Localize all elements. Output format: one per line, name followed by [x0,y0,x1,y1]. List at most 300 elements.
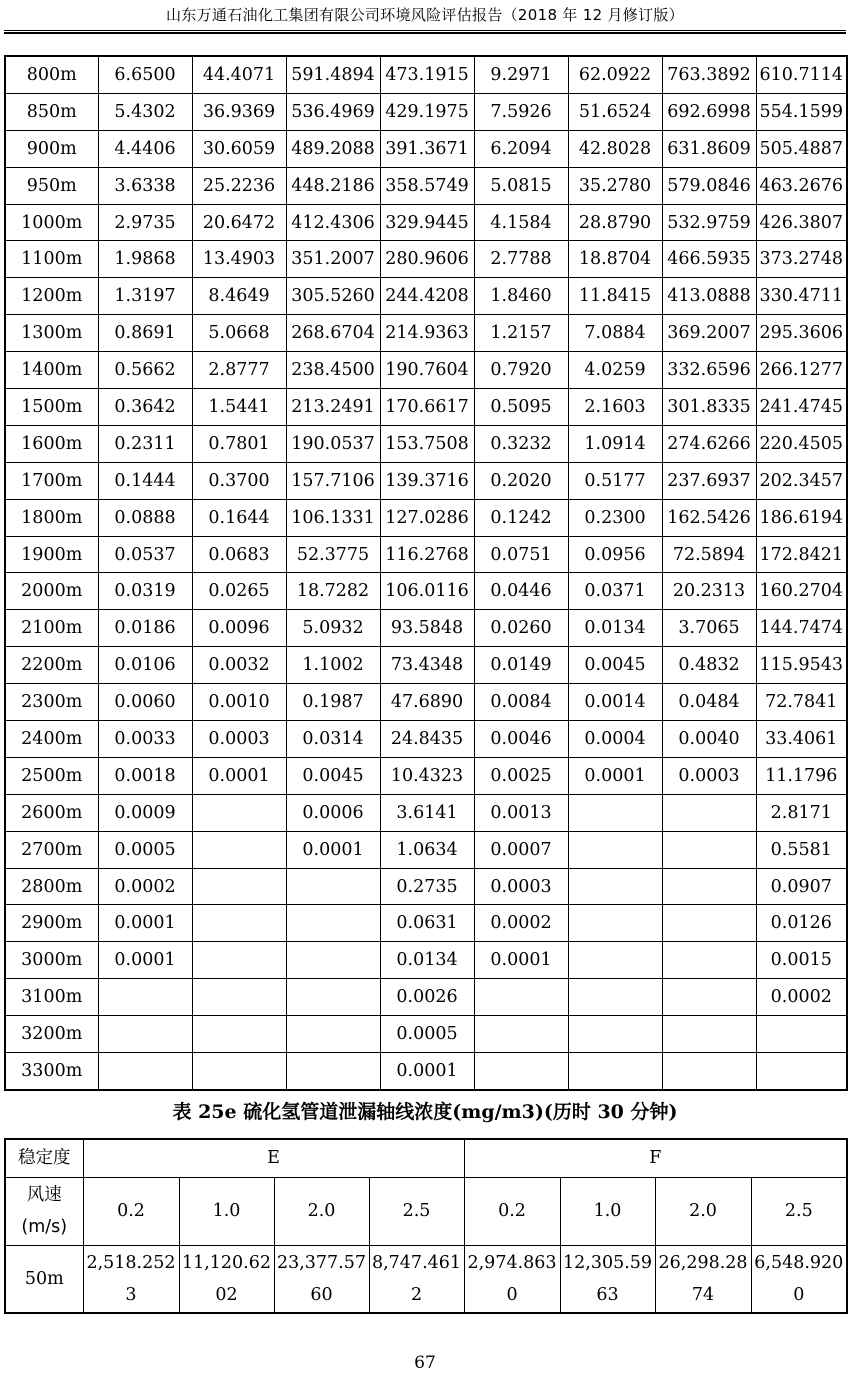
table-row [5,868,847,905]
value-cell: 1.5441 [192,389,286,426]
value-cell: 25.2236 [192,167,286,204]
distance-cell: 950m [5,167,98,204]
value-cell: 0.0014 [568,684,662,721]
table-row [5,93,847,130]
value-cell: 532.9759 [662,204,756,241]
value-cell [98,979,192,1016]
value-cell: 329.9445 [380,204,474,241]
value-cell: 0.0319 [98,573,192,610]
value-cell: 3.6141 [380,794,474,831]
page-number: 67 [414,1353,436,1373]
value-cell [474,1053,568,1090]
value-cell: 214.9363 [380,315,474,352]
table-row [5,979,847,1016]
value-cell: 0.0002 [98,868,192,905]
value-cell [662,905,756,942]
value-cell: 0.0631 [380,905,474,942]
distance-cell: 2600m [5,794,98,831]
distance-cell: 2300m [5,684,98,721]
value-cell [662,794,756,831]
value-cell: 220.4505 [756,425,847,462]
value-cell: 157.7106 [286,462,380,499]
value-cell: 0.1242 [474,499,568,536]
stability-f: F [464,1139,847,1177]
value-cell: 4.1584 [474,204,568,241]
value-cell: 373.2748 [756,241,847,278]
value-cell: 554.1599 [756,93,847,130]
value-cell: 23,377.5760 [274,1245,369,1313]
value-cell: 0.2735 [380,868,474,905]
distance-cell: 2000m [5,573,98,610]
table-row [5,794,847,831]
value-cell: 5.0932 [286,610,380,647]
distance-cell: 1000m [5,204,98,241]
value-cell: 0.3700 [192,462,286,499]
value-cell: 115.9543 [756,647,847,684]
value-cell [192,831,286,868]
value-cell: 369.2007 [662,315,756,352]
header-rule [4,30,846,34]
distance-cell: 2900m [5,905,98,942]
value-cell [756,1053,847,1090]
value-cell: 0.0484 [662,684,756,721]
value-cell: 1.8460 [474,278,568,315]
value-cell: 106.0116 [380,573,474,610]
value-cell: 20.6472 [192,204,286,241]
value-cell: 44.4071 [192,56,286,93]
wind-speed-label: 风速(m/s) [5,1177,83,1245]
value-cell: 505.4887 [756,130,847,167]
value-cell: 0.0009 [98,794,192,831]
value-cell: 0.0001 [98,905,192,942]
value-cell: 26,298.2874 [655,1245,751,1313]
distance-row-50m [5,1245,847,1313]
value-cell: 0.0026 [380,979,474,1016]
distance-cell: 3100m [5,979,98,1016]
value-cell: 51.6524 [568,93,662,130]
distance-cell: 1500m [5,389,98,426]
value-cell: 0.5177 [568,462,662,499]
distance-cell: 850m [5,93,98,130]
value-cell: 139.3716 [380,462,474,499]
value-cell: 631.8609 [662,130,756,167]
value-cell: 47.6890 [380,684,474,721]
value-cell: 6,548.9200 [751,1245,847,1313]
table1-body [5,56,847,1090]
value-cell: 0.0001 [474,942,568,979]
value-cell: 429.1975 [380,93,474,130]
value-cell: 9.2971 [474,56,568,93]
value-cell: 332.6596 [662,352,756,389]
distance-cell: 50m [5,1245,83,1313]
table-row [5,942,847,979]
value-cell [568,868,662,905]
value-cell: 0.0001 [568,757,662,794]
value-cell [474,1016,568,1053]
value-cell: 12,305.5963 [560,1245,655,1313]
value-cell [192,868,286,905]
value-cell [756,1016,847,1053]
table-row [5,278,847,315]
value-cell [286,1053,380,1090]
value-cell [192,1053,286,1090]
distance-cell: 1900m [5,536,98,573]
value-cell [568,1053,662,1090]
value-cell: 0.0260 [474,610,568,647]
value-cell [286,868,380,905]
value-cell [286,979,380,1016]
table-row [5,315,847,352]
table-row [5,167,847,204]
value-cell: 0.0888 [98,499,192,536]
value-cell: 0.0060 [98,684,192,721]
table-row [5,241,847,278]
value-cell [662,979,756,1016]
distance-cell: 2200m [5,647,98,684]
value-cell [568,1016,662,1053]
stability-header-row [5,1139,847,1177]
distance-cell: 900m [5,130,98,167]
value-cell: 591.4894 [286,56,380,93]
value-cell: 162.5426 [662,499,756,536]
value-cell: 30.6059 [192,130,286,167]
value-cell: 241.4745 [756,389,847,426]
value-cell: 763.3892 [662,56,756,93]
value-cell [98,1016,192,1053]
distance-cell: 2800m [5,868,98,905]
distance-cell: 1100m [5,241,98,278]
value-cell: 2.7788 [474,241,568,278]
value-cell: 2.9735 [98,204,192,241]
value-cell: 8.4649 [192,278,286,315]
value-cell: 0.0033 [98,721,192,758]
distance-cell: 800m [5,56,98,93]
value-cell [98,1053,192,1090]
value-cell: 0.0005 [380,1016,474,1053]
speed-cell: 0.2 [464,1177,560,1245]
distance-cell: 2400m [5,721,98,758]
value-cell: 190.7604 [380,352,474,389]
speed-cell: 2.0 [274,1177,369,1245]
value-cell: 0.0025 [474,757,568,794]
table-row [5,389,847,426]
distance-cell: 2500m [5,757,98,794]
value-cell [192,1016,286,1053]
value-cell: 0.0003 [192,721,286,758]
table-row [5,757,847,794]
value-cell: 237.6937 [662,462,756,499]
value-cell: 0.5095 [474,389,568,426]
value-cell: 610.7114 [756,56,847,93]
value-cell: 0.0001 [98,942,192,979]
value-cell: 28.8790 [568,204,662,241]
table-row [5,204,847,241]
value-cell [568,905,662,942]
value-cell: 692.6998 [662,93,756,130]
value-cell: 0.0001 [380,1053,474,1090]
speed-cell: 2.5 [369,1177,464,1245]
value-cell: 0.0010 [192,684,286,721]
value-cell [662,1053,756,1090]
value-cell: 1.2157 [474,315,568,352]
value-cell: 24.8435 [380,721,474,758]
value-cell: 0.3642 [98,389,192,426]
value-cell: 11.8415 [568,278,662,315]
table-row [5,1016,847,1053]
value-cell: 2,518.2523 [83,1245,179,1313]
distance-cell: 3200m [5,1016,98,1053]
value-cell: 4.4406 [98,130,192,167]
value-cell [662,942,756,979]
distance-cell: 1200m [5,278,98,315]
value-cell: 2.1603 [568,389,662,426]
distance-cell: 1800m [5,499,98,536]
value-cell: 20.2313 [662,573,756,610]
value-cell: 473.1915 [380,56,474,93]
value-cell: 213.2491 [286,389,380,426]
value-cell: 536.4969 [286,93,380,130]
value-cell [568,942,662,979]
value-cell: 0.5581 [756,831,847,868]
value-cell: 0.0003 [662,757,756,794]
value-cell: 0.0007 [474,831,568,868]
table-row [5,352,847,389]
value-cell [662,831,756,868]
value-cell: 11,120.6202 [179,1245,274,1313]
table-row [5,610,847,647]
speed-cell: 1.0 [560,1177,655,1245]
value-cell: 0.4832 [662,647,756,684]
value-cell: 466.5935 [662,241,756,278]
value-cell: 106.1331 [286,499,380,536]
distance-cell: 1400m [5,352,98,389]
value-cell: 0.3232 [474,425,568,462]
value-cell: 3.7065 [662,610,756,647]
value-cell: 170.6617 [380,389,474,426]
value-cell: 391.3671 [380,130,474,167]
value-cell: 0.0265 [192,573,286,610]
value-cell: 0.0003 [474,868,568,905]
value-cell: 0.7920 [474,352,568,389]
value-cell [474,979,568,1016]
value-cell: 0.0001 [192,757,286,794]
value-cell: 18.8704 [568,241,662,278]
value-cell: 93.5848 [380,610,474,647]
value-cell: 0.0683 [192,536,286,573]
table-row [5,831,847,868]
value-cell: 274.6266 [662,425,756,462]
distance-cell: 2700m [5,831,98,868]
value-cell: 5.0815 [474,167,568,204]
table-row [5,905,847,942]
value-cell: 579.0846 [662,167,756,204]
value-cell: 0.5662 [98,352,192,389]
value-cell: 116.2768 [380,536,474,573]
value-cell: 0.0314 [286,721,380,758]
concentration-table-continued [4,55,848,1091]
value-cell: 42.8028 [568,130,662,167]
table-row [5,684,847,721]
value-cell: 0.2300 [568,499,662,536]
value-cell: 2.8171 [756,794,847,831]
h2s-pipeline-leak-table [4,1138,848,1314]
value-cell [286,942,380,979]
value-cell [192,905,286,942]
value-cell: 358.5749 [380,167,474,204]
wind-speed-row [5,1177,847,1245]
value-cell: 0.0149 [474,647,568,684]
value-cell [192,794,286,831]
speed-cell: 0.2 [83,1177,179,1245]
value-cell: 0.0134 [380,942,474,979]
table-row [5,647,847,684]
value-cell [286,905,380,942]
value-cell: 1.0914 [568,425,662,462]
table-row [5,462,847,499]
table-row [5,536,847,573]
value-cell: 0.0537 [98,536,192,573]
value-cell: 489.2088 [286,130,380,167]
value-cell [662,868,756,905]
value-cell: 413.0888 [662,278,756,315]
table-row [5,56,847,93]
value-cell: 0.8691 [98,315,192,352]
value-cell: 0.0015 [756,942,847,979]
value-cell: 0.1987 [286,684,380,721]
value-cell [662,1016,756,1053]
value-cell: 2,974.8630 [464,1245,560,1313]
value-cell: 0.0040 [662,721,756,758]
table-row [5,573,847,610]
value-cell: 6.2094 [474,130,568,167]
value-cell: 153.7508 [380,425,474,462]
value-cell: 305.5260 [286,278,380,315]
value-cell: 0.0096 [192,610,286,647]
value-cell: 0.0134 [568,610,662,647]
value-cell: 463.2676 [756,167,847,204]
speed-cell: 1.0 [179,1177,274,1245]
value-cell: 2.8777 [192,352,286,389]
distance-cell: 1300m [5,315,98,352]
value-cell: 330.4711 [756,278,847,315]
distance-cell: 3000m [5,942,98,979]
value-cell: 52.3775 [286,536,380,573]
value-cell [568,979,662,1016]
value-cell: 0.0045 [286,757,380,794]
value-cell: 0.1644 [192,499,286,536]
value-cell: 0.0005 [98,831,192,868]
value-cell: 7.5926 [474,93,568,130]
value-cell: 202.3457 [756,462,847,499]
speed-cell: 2.5 [751,1177,847,1245]
value-cell: 8,747.4612 [369,1245,464,1313]
value-cell [192,979,286,1016]
value-cell: 73.4348 [380,647,474,684]
table-row [5,721,847,758]
value-cell: 5.4302 [98,93,192,130]
value-cell: 160.2704 [756,573,847,610]
value-cell: 62.0922 [568,56,662,93]
table-row [5,499,847,536]
table-row [5,130,847,167]
value-cell: 0.0018 [98,757,192,794]
value-cell: 0.0186 [98,610,192,647]
value-cell: 0.0032 [192,647,286,684]
distance-cell: 3300m [5,1053,98,1090]
value-cell: 72.5894 [662,536,756,573]
value-cell: 0.0371 [568,573,662,610]
value-cell [568,831,662,868]
table-row [5,1053,847,1090]
value-cell: 244.4208 [380,278,474,315]
value-cell: 36.9369 [192,93,286,130]
value-cell: 1.3197 [98,278,192,315]
table-row [5,425,847,462]
value-cell: 0.0106 [98,647,192,684]
table-caption: 表 25e 硫化氢管道泄漏轴线浓度(mg/m3)(历时 30 分钟) [172,1101,678,1123]
value-cell: 0.0126 [756,905,847,942]
value-cell [192,942,286,979]
value-cell: 0.0013 [474,794,568,831]
value-cell: 0.0006 [286,794,380,831]
value-cell [568,794,662,831]
value-cell: 0.0446 [474,573,568,610]
value-cell: 7.0884 [568,315,662,352]
value-cell: 0.0001 [286,831,380,868]
value-cell: 295.3606 [756,315,847,352]
value-cell: 0.0002 [474,905,568,942]
value-cell: 0.0002 [756,979,847,1016]
value-cell: 448.2186 [286,167,380,204]
value-cell: 33.4061 [756,721,847,758]
value-cell: 10.4323 [380,757,474,794]
value-cell: 0.2311 [98,425,192,462]
distance-cell: 1600m [5,425,98,462]
value-cell: 186.6194 [756,499,847,536]
value-cell: 35.2780 [568,167,662,204]
distance-cell: 2100m [5,610,98,647]
value-cell: 11.1796 [756,757,847,794]
distance-cell: 1700m [5,462,98,499]
value-cell: 18.7282 [286,573,380,610]
value-cell: 0.0084 [474,684,568,721]
value-cell: 351.2007 [286,241,380,278]
value-cell: 0.0907 [756,868,847,905]
value-cell: 5.0668 [192,315,286,352]
value-cell [286,1016,380,1053]
value-cell: 13.4903 [192,241,286,278]
value-cell: 0.7801 [192,425,286,462]
value-cell: 6.6500 [98,56,192,93]
value-cell: 172.8421 [756,536,847,573]
value-cell: 0.0751 [474,536,568,573]
stability-e: E [83,1139,464,1177]
page-header: 山东万通石油化工集团有限公司环境风险评估报告（2018 年 12 月修订版） [166,6,684,24]
value-cell: 1.9868 [98,241,192,278]
value-cell: 280.9606 [380,241,474,278]
speed-cell: 2.0 [655,1177,751,1245]
value-cell: 144.7474 [756,610,847,647]
value-cell: 0.0045 [568,647,662,684]
value-cell: 3.6338 [98,167,192,204]
value-cell: 0.1444 [98,462,192,499]
value-cell: 0.0046 [474,721,568,758]
value-cell: 0.0004 [568,721,662,758]
value-cell: 0.2020 [474,462,568,499]
value-cell: 72.7841 [756,684,847,721]
value-cell: 190.0537 [286,425,380,462]
value-cell: 266.1277 [756,352,847,389]
